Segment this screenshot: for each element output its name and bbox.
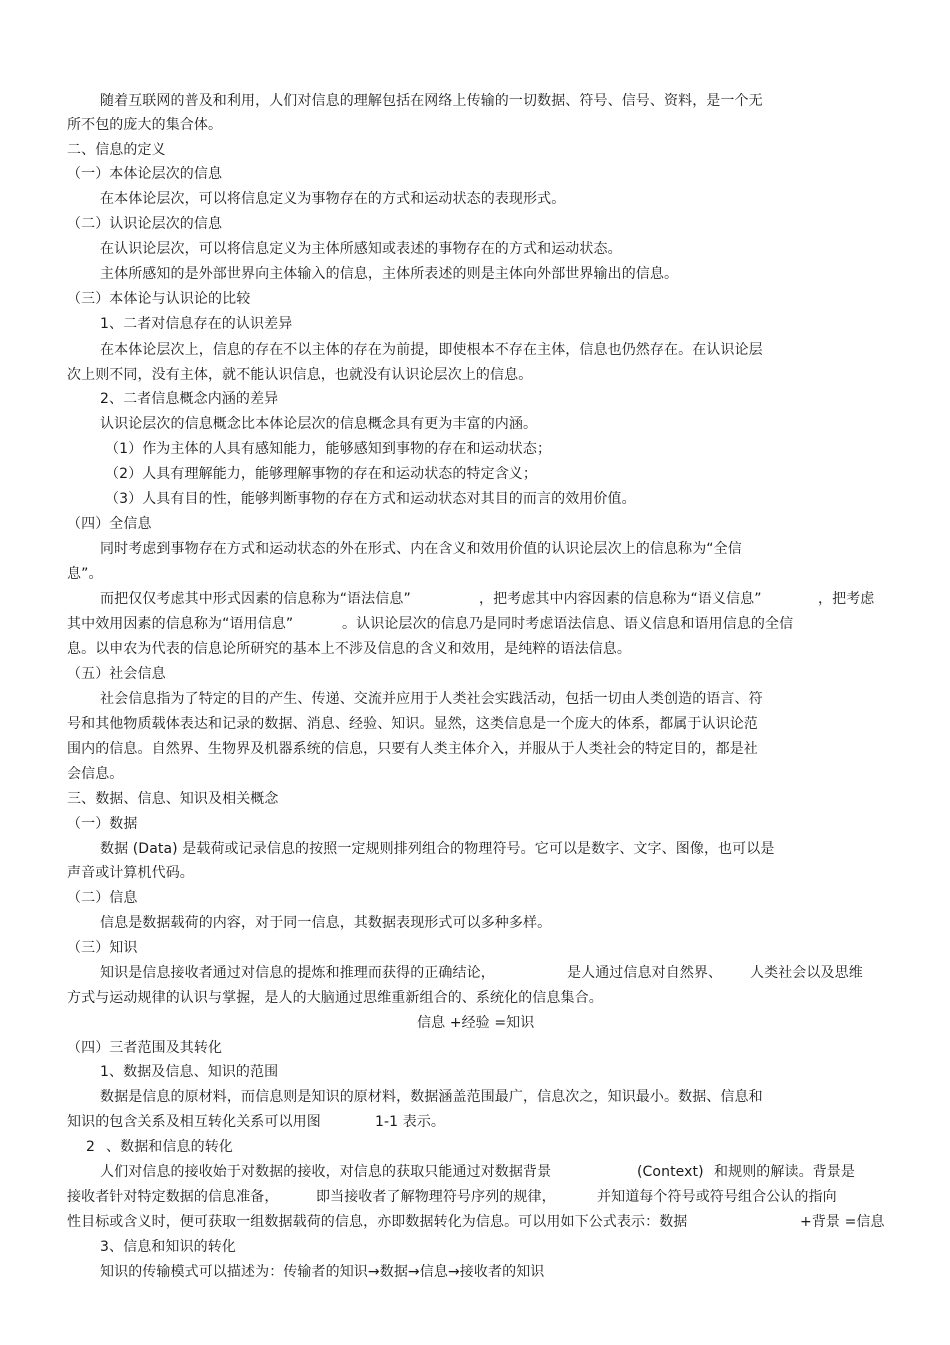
text-fragment: 接收者针对特定数据的信息准备， bbox=[67, 1189, 279, 1205]
text-line: 在本体论层次，可以将信息定义为事物存在的方式和运动状态的表现形式。 bbox=[100, 191, 566, 207]
text-line: 会信息。 bbox=[67, 766, 124, 782]
subsection-heading: （三）本体论与认识论的比较 bbox=[67, 291, 251, 307]
subsection-heading: （四）三者范围及其转化 bbox=[67, 1040, 223, 1056]
item-heading: 、数据和信息的转化 bbox=[106, 1139, 233, 1155]
list-item: （1）作为主体的人具有感知能力，能够感知到事物的存在和运动状态； bbox=[105, 441, 552, 457]
text-line: 息。以申农为代表的信息论所研究的基本上不涉及信息的含义和效用，是纯粹的语法信息。 bbox=[67, 641, 631, 657]
subsection-heading: （一）本体论层次的信息 bbox=[67, 166, 223, 182]
text-line: 方式与运动规律的认识与掌握，是人的大脑通过思维重新组合的、系统化的信息集合。 bbox=[67, 990, 603, 1006]
item-heading: 1、数据及信息、知识的范围 bbox=[100, 1064, 279, 1080]
text-line: 信息是数据载荷的内容，对于同一信息，其数据表现形式可以多种多样。 bbox=[100, 915, 552, 931]
text-line: 在本体论层次上，信息的存在不以主体的存在为前提，即使根本不存在主体，信息也仍然存在。在认识论层 bbox=[100, 342, 763, 358]
text-fragment: 1-1 表示。 bbox=[375, 1114, 446, 1130]
text-fragment: 人们对信息的接收始于对数据的接收，对信息的获取只能通过对数据背景 bbox=[100, 1164, 552, 1180]
text-fragment: 知识的包含关系及相互转化关系可以用图 bbox=[67, 1114, 321, 1130]
list-item: （2）人具有理解能力，能够理解事物的存在和运动状态的特定含义； bbox=[105, 466, 538, 482]
subsection-heading: （一）数据 bbox=[67, 816, 138, 832]
subsection-heading: （二）认识论层次的信息 bbox=[67, 216, 223, 232]
text-fragment: (Context) bbox=[637, 1164, 704, 1180]
subsection-heading: （三）知识 bbox=[67, 940, 138, 956]
text-line: 认识论层次的信息概念比本体论层次的信息概念具有更为丰富的内涵。 bbox=[100, 416, 538, 432]
item-heading: 1、二者对信息存在的认识差异 bbox=[100, 316, 293, 332]
text-line: 数据 (Data) 是载荷或记录信息的按照一定规则排列组合的物理符号。它可以是数字、文字、图像，也可以是 bbox=[100, 841, 775, 857]
text-line: 主体所感知的是外部世界向主体输入的信息，主体所表述的则是主体向外部世界输出的信息。 bbox=[100, 266, 679, 282]
item-heading: 2、二者信息概念内涵的差异 bbox=[100, 391, 279, 407]
text-fragment: ，把考虑其中内容因素的信息称为“语义信息” bbox=[479, 591, 762, 607]
subsection-heading: （五）社会信息 bbox=[67, 666, 166, 682]
text-fragment: 和规则的解读。背景是 bbox=[714, 1164, 855, 1180]
text-line: 数据是信息的原材料，而信息则是知识的原材料，数据涵盖范围最广，信息次之，知识最小。数据、信息和 bbox=[100, 1089, 763, 1105]
item-number: 2 bbox=[86, 1139, 96, 1155]
text-fragment: 而把仅仅考虑其中形式因素的信息称为“语法信息” bbox=[100, 591, 411, 607]
section-heading: 二、信息的定义 bbox=[67, 142, 166, 158]
subsection-heading: （二）信息 bbox=[67, 890, 138, 906]
text-fragment: 其中效用因素的信息称为“语用信息” bbox=[67, 616, 294, 632]
text-fragment: 。认识论层次的信息乃是同时考虑语法信息、语义信息和语用信息的全信 bbox=[342, 616, 794, 632]
list-item: （3）人具有目的性，能够判断事物的存在方式和运动状态对其目的而言的效用价值。 bbox=[105, 491, 636, 507]
text-fragment: 知识是信息接收者通过对信息的提炼和推理而获得的正确结论， bbox=[100, 965, 495, 981]
text-fragment: +背景 =信息 bbox=[800, 1214, 885, 1230]
text-fragment: 并知道每个符号或符号组合公认的指向 bbox=[597, 1189, 837, 1205]
text-fragment: 性目标或含义时，便可获取一组数据载荷的信息，亦即数据转化为信息。可以用如下公式表示：数据 bbox=[67, 1214, 688, 1230]
subsection-heading: （四）全信息 bbox=[67, 516, 152, 532]
text-line: 随着互联网的普及和利用，人们对信息的理解包括在网络上传输的一切数据、符号、信号、资料，是一个无 bbox=[100, 93, 763, 109]
text-line: 知识的传输模式可以描述为：传输者的知识→数据→信息→接收者的知识 bbox=[100, 1264, 545, 1280]
text-line: 声音或计算机代码。 bbox=[67, 865, 194, 881]
text-fragment: 是人通过信息对自然界、 bbox=[567, 965, 723, 981]
text-line: 息”。 bbox=[67, 566, 103, 582]
text-line: 所不包的庞大的集合体。 bbox=[67, 117, 223, 133]
text-line: 在认识论层次，可以将信息定义为主体所感知或表述的事物存在的方式和运动状态。 bbox=[100, 241, 622, 257]
item-heading: 3、信息和知识的转化 bbox=[100, 1239, 236, 1255]
text-line: 次上则不同，没有主体，就不能认识信息，也就没有认识论层次上的信息。 bbox=[67, 367, 533, 383]
text-line: 同时考虑到事物存在方式和运动状态的外在形式、内在含义和效用价值的认识论层次上的信息称为“全信 bbox=[100, 541, 742, 557]
text-line: 社会信息指为了特定的目的产生、传递、交流并应用于人类社会实践活动，包括一切由人类创造的语言、符 bbox=[100, 691, 763, 707]
text-fragment: 即当接收者了解物理符号序列的规律， bbox=[316, 1189, 556, 1205]
text-line: 围内的信息。自然界、生物界及机器系统的信息，只要有人类主体介入，并服从于人类社会的特定目的，都是社 bbox=[67, 741, 758, 757]
section-heading: 三、数据、信息、知识及相关概念 bbox=[67, 791, 279, 807]
text-line: 号和其他物质载体表达和记录的数据、消息、经验、知识。显然，这类信息是一个庞大的体系，都属于认识论范 bbox=[67, 716, 758, 732]
formula: 信息 +经验 =知识 bbox=[417, 1015, 535, 1031]
text-fragment: 人类社会以及思维 bbox=[750, 965, 863, 981]
text-fragment: ，把考虑 bbox=[818, 591, 875, 607]
